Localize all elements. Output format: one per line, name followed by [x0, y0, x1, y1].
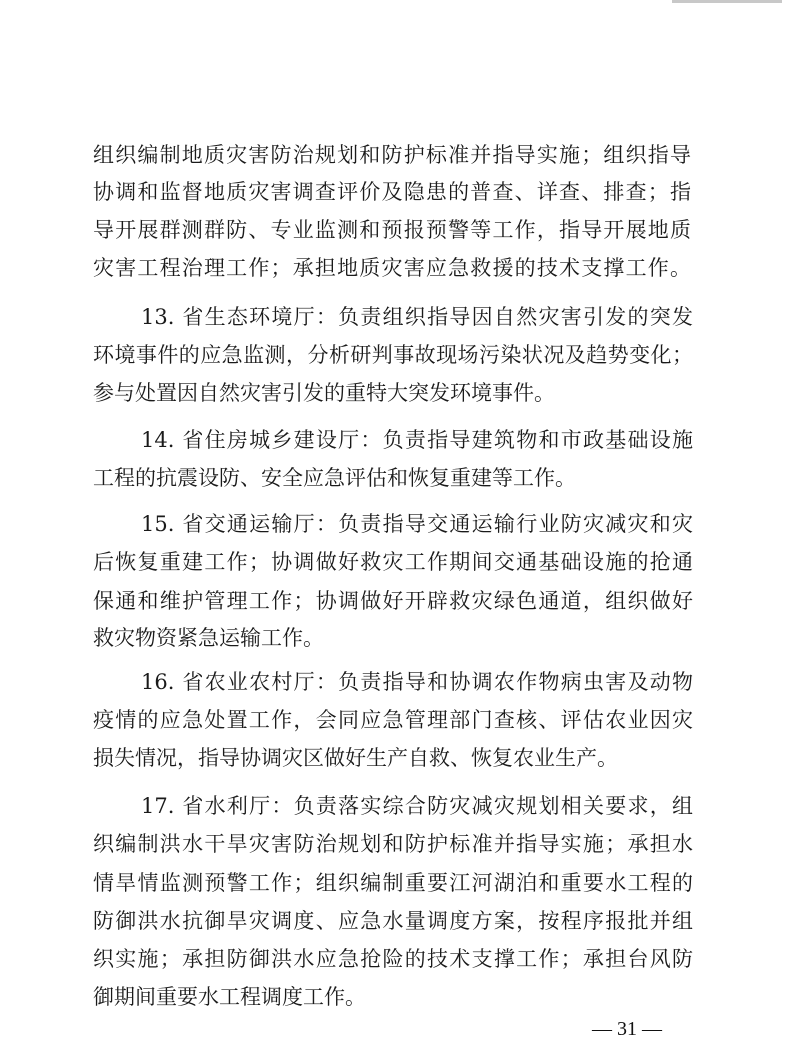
text-line: 防御洪水抗御旱灾调度、应急水量调度方案，按程序报批并组 [93, 909, 693, 933]
text-line: 导开展群测群防、专业监测和预报预警等工作，指导开展地质 [93, 218, 691, 242]
text-line: 织实施；承担防御洪水应急抢险的技术支撑工作；承担台风防 [93, 947, 693, 971]
text-line: 疫情的应急处置工作，会同应急管理部门查核、评估农业因灾 [93, 708, 693, 732]
text-line: 工程的抗震设防、安全应急评估和恢复重建等工作。 [93, 466, 576, 490]
text-line: 参与处置因自然灾害引发的重特大突发环境事件。 [93, 381, 555, 405]
text-line: 15. 省交通运输厅：负责指导交通运输行业防灾减灾和灾 [141, 512, 693, 536]
text-line: 环境事件的应急监测，分析研判事故现场污染状况及趋势变化； [93, 343, 693, 367]
text-line: 后恢复重建工作；协调做好救灾工作期间交通基础设施的抢通 [93, 550, 693, 574]
page-number: — 31 — [592, 1018, 662, 1040]
text-line: 17. 省水利厅：负责落实综合防灾减灾规划相关要求，组 [141, 794, 693, 818]
text-line: 救灾物资紧急运输工作。 [93, 626, 324, 650]
text-line: 织编制洪水干旱灾害防治规划和防护标准并指导实施；承担水 [93, 832, 693, 856]
text-line: 保通和维护管理工作；协调做好开辟救灾绿色通道，组织做好 [93, 589, 693, 613]
text-line: 协调和监督地质灾害调查评价及隐患的普查、详查、排查；指 [93, 180, 691, 204]
text-line: 组织编制地质灾害防治规划和防护标准并指导实施；组织指导 [93, 143, 691, 167]
text-line: 13. 省生态环境厅：负责组织指导因自然灾害引发的突发 [141, 305, 693, 329]
text-line: 御期间重要水工程调度工作。 [93, 985, 366, 1009]
text-line: 灾害工程治理工作；承担地质灾害应急救援的技术支撑工作。 [93, 256, 691, 280]
text-line: 情旱情监测预警工作；组织编制重要江河湖泊和重要水工程的 [93, 871, 693, 895]
text-line: 14. 省住房城乡建设厅：负责指导建筑物和市政基础设施 [141, 428, 693, 452]
text-line: 损失情况，指导协调灾区做好生产自救、恢复农业生产。 [93, 746, 618, 770]
text-line: 16. 省农业农村厅：负责指导和协调农作物病虫害及动物 [141, 670, 693, 694]
